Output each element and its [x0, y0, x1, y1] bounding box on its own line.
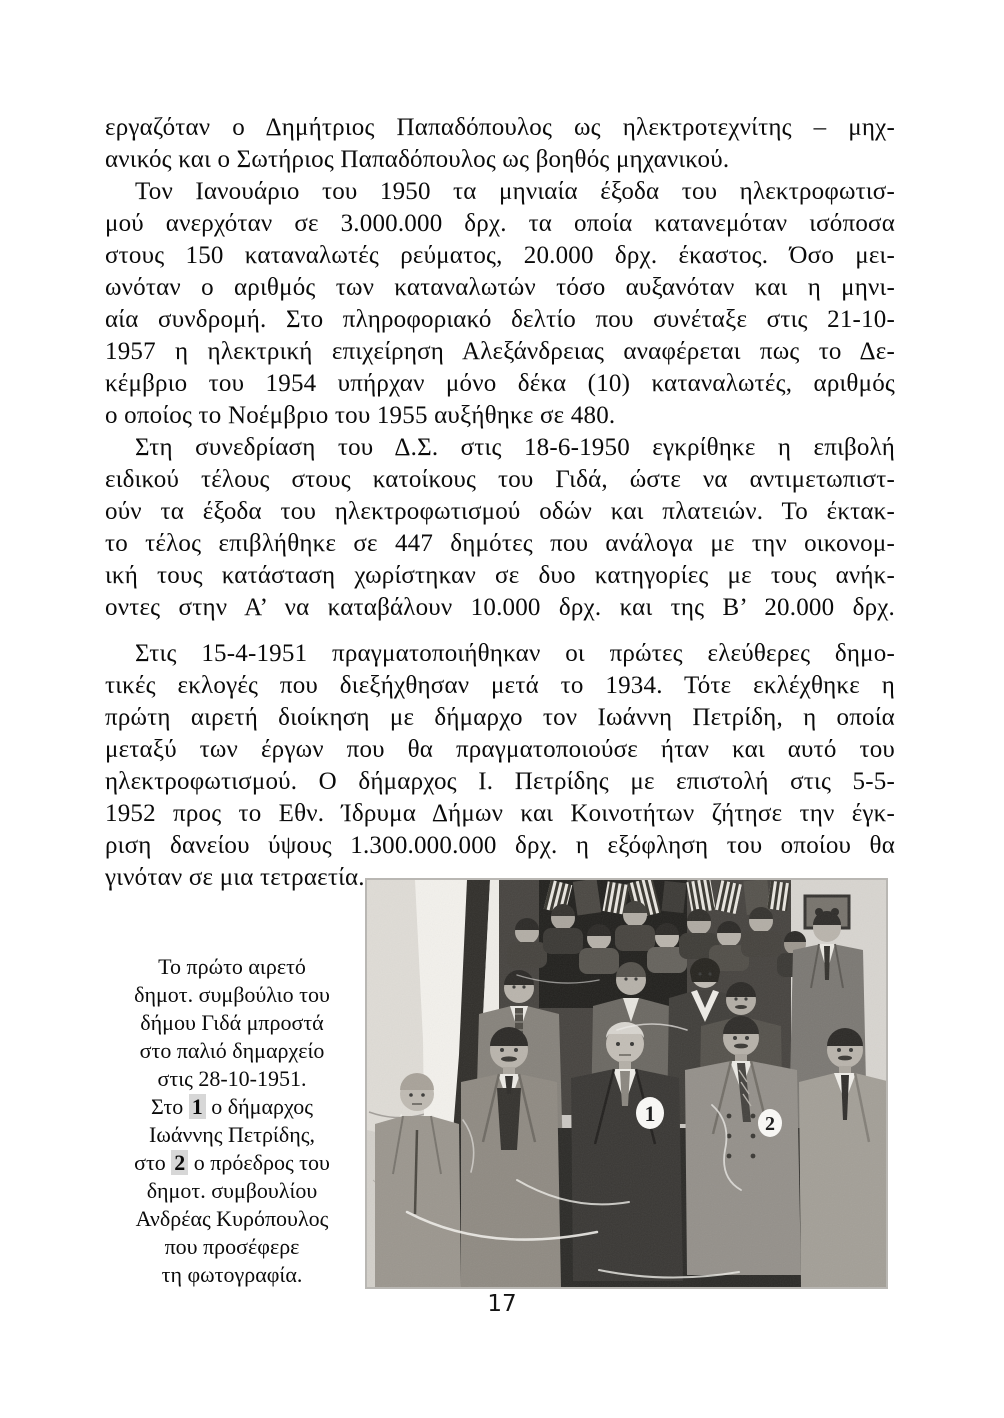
photo-marker-2-label: 2	[765, 1113, 775, 1135]
photo-caption-line: στις 28-10-1951.	[157, 1066, 307, 1091]
body-line: ούν τα έξοδα του ηλεκτροφωτισμού οδών και πλατειών. Το έκτακ-	[105, 498, 895, 525]
body-line: ο οποίος το Νοέμβριο του 1955 αυξήθηκε σε 480.	[105, 402, 616, 429]
group-photo-illustration	[367, 880, 886, 1287]
body-line: ριση δανείου ύψους 1.300.000.000 δρχ. η εξόφληση του οποίου θα	[105, 832, 895, 859]
body-line: το τέλος επιβλήθηκε σε 447 δημότες που ανάλογα με την οικονομ-	[105, 530, 895, 557]
photo-caption-line: Το πρώτο αιρετό	[158, 954, 306, 979]
photo-caption-line: δημοτ. συμβουλίου	[146, 1178, 318, 1203]
caption-text: ο δήμαρχος	[211, 1094, 313, 1119]
body-line: 1952 προς το Εθν. Ίδρυμα Δήμων και Κοινοτήτων ζήτησε την έγκ-	[105, 800, 895, 827]
photo-caption-line: στο παλιό δημαρχείο	[139, 1038, 325, 1063]
body-line: ηλεκτροφωτισμού. Ο δήμαρχος Ι. Πετρίδης με επιστολή στις 5-5-	[105, 768, 895, 795]
caption-text: Στο	[151, 1094, 184, 1119]
photo-caption-line: δήμου Γιδά μπροστά	[140, 1010, 324, 1035]
caption-marker-1: 1	[189, 1094, 206, 1119]
photo-marker-1-label: 1	[644, 1101, 656, 1126]
body-line: πρώτη αιρετή διοίκηση με δήμαρχο τον Ιωάννη Πετρίδη, η οποία	[105, 704, 895, 731]
body-line: εργαζόταν ο Δημήτριος Παπαδόπουλος ως ηλεκτροτεχνίτης – μηχ-	[105, 114, 895, 141]
group-photo	[365, 878, 888, 1289]
photo-caption-line	[103, 1093, 361, 1121]
body-line: ανικός και ο Σωτήριος Παπαδόπουλος ως βοηθός μηχανικού.	[105, 146, 730, 173]
caption-marker-2: 2	[171, 1150, 188, 1175]
body-line: ειδικού τέλους στους κατοίκους του Γιδά, ώστε να αντιμετωπιστ-	[105, 466, 895, 493]
body-line: ωνόταν ο αριθμός των καταναλωτών τόσο αυξανόταν και η μηνι-	[105, 274, 895, 301]
body-line: τικές εκλογές που διεξήχθησαν μετά το 1934. Τότε εκλέχθηκε η	[105, 672, 895, 699]
body-text	[105, 112, 895, 894]
caption-text: στο	[134, 1150, 166, 1175]
photo-caption-line	[103, 1149, 361, 1177]
body-line: ική τους κατάσταση χωρίστηκαν σε δυο κατηγορίες με τους ανήκ-	[105, 562, 895, 589]
photo-caption-line: που προσέφερε	[164, 1234, 300, 1259]
body-line: 1957 η ηλεκτρική επιχείρηση Αλεξάνδρειας αναφέρεται πως το Δε-	[105, 338, 895, 365]
body-line: στους 150 καταναλωτές ρεύματος, 20.000 δρχ. έκαστος. Όσο μει-	[105, 242, 895, 269]
page-number: 17	[487, 1291, 517, 1317]
caption-text: ο πρόεδρος του	[193, 1150, 330, 1175]
photo-caption-line: Ιωάννης Πετρίδης,	[149, 1122, 315, 1147]
photo-caption-line: δημοτ. συμβούλιο του	[134, 982, 330, 1007]
body-line: αία συνδρομή. Στο πληροφοριακό δελτίο που συνέταξε στις 21-10-	[105, 306, 895, 333]
body-line: οντες στην Α’ να καταβάλουν 10.000 δρχ. και της Β’ 20.000 δρχ.	[105, 594, 895, 621]
body-line: κέμβριο του 1954 υπήρχαν μόνο δέκα (10) καταναλωτές, αριθμός	[105, 370, 895, 397]
body-line: γινόταν σε μια τετραετία.	[105, 864, 365, 891]
body-line: μεταξύ των έργων που θα πραγματοποιούσε ήταν και αυτό του	[105, 736, 895, 763]
body-line: Στις 15-4-1951 πραγματοποιήθηκαν οι πρώτες ελεύθερες δημο-	[135, 640, 895, 667]
photo-caption	[103, 953, 361, 1289]
body-line: Στη συνεδρίαση του Δ.Σ. στις 18-6-1950 εγκρίθηκε η επιβολή	[135, 434, 895, 461]
photo-caption-line: τη φωτογραφία.	[161, 1262, 303, 1287]
body-line: Τον Ιανουάριο του 1950 τα μηνιαία έξοδα του ηλεκτροφωτισ-	[135, 178, 895, 205]
photo-caption-line: Ανδρέας Κυρόπουλος	[135, 1206, 329, 1231]
body-line: μού ανερχόταν σε 3.000.000 δρχ. τα οποία κατανεμόταν ισόποσα	[105, 210, 895, 237]
